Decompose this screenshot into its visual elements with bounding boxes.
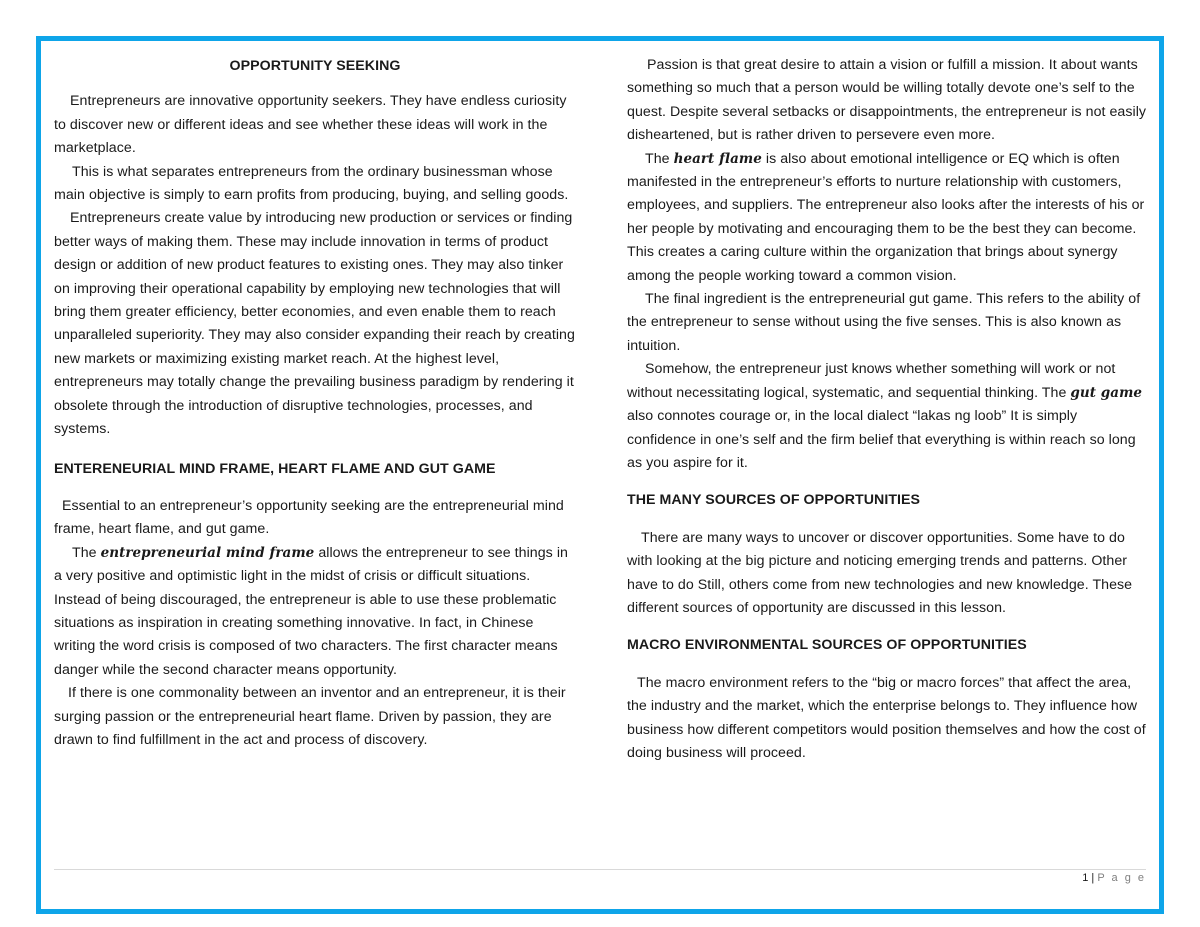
paragraph-gut-game bbox=[627, 358, 1147, 475]
page-footer bbox=[1082, 872, 1146, 884]
paragraph-passion: Passion is that great desire to attain a vision or fulfill a mission. It about wants something so much that a person would be willing totally devote one’s self to the quest. Despite several setbacks or disappointments, the entrepreneur is not easily disheartened, but is rather driven to persevere even more. bbox=[627, 57, 1147, 144]
right-column bbox=[627, 54, 1147, 765]
page-number: 1 bbox=[1082, 872, 1089, 884]
footer-page-label: P a g e bbox=[1097, 872, 1146, 884]
emphasis-gut-game: gut game bbox=[1070, 384, 1143, 401]
paragraph-macro-environment: The macro environment refers to the “big or macro forces” that affect the area, the industry and the market, which the enterprise belongs to. They influence how business how different competitors would position themselves and how the cost of doing business will proceed. bbox=[627, 674, 1146, 761]
text-segment: Somehow, the entrepreneur just knows whether something will work or not without necessitating logical, systematic, and sequential thinking. The bbox=[627, 361, 1116, 401]
text-segment: allows the entrepreneur to see things in a very positive and optimistic light in the midst of crisis or difficult situations. Instead of being discouraged, the entrepreneur is able to use these problematic situations as inspiration in creating something innovative. In fact, in Chinese writing the word crisis is composed of two characters. The first character means danger while the second character means opportunity. bbox=[54, 544, 568, 678]
text-segment: The bbox=[72, 544, 101, 561]
heading-many-sources: THE MANY SOURCES OF OPPORTUNITIES bbox=[627, 492, 921, 509]
footer-separator: | bbox=[1091, 872, 1095, 884]
paragraph-many-ways: There are many ways to uncover or discover opportunities. Some have to do with looking at the big picture and noticing emerging trends and patterns. Other have to do Still, others come from new technologies and new knowledge. These different sources of opportunity are discussed in this lesson. bbox=[627, 529, 1133, 616]
emphasis-heart-flame: heart flame bbox=[673, 150, 762, 167]
paragraph-essential: Essential to an entrepreneur’s opportunity seeking are the entrepreneurial mind frame, heart flame, and gut game. bbox=[54, 497, 564, 538]
paragraph-final-ingredient: The final ingredient is the entrepreneurial gut game. This refers to the ability of the entrepreneur to sense without using the five senses. This is also known as intuition. bbox=[627, 291, 1141, 354]
left-column bbox=[54, 54, 576, 752]
heading-opportunity-seeking: OPPORTUNITY SEEKING bbox=[229, 58, 401, 74]
text-segment: The bbox=[645, 150, 674, 167]
emphasis-mind-frame: entrepreneurial mind frame bbox=[100, 544, 315, 561]
heading-mind-frame: ENTERENEURIAL MIND FRAME, HEART FLAME AND GUT GAME bbox=[54, 460, 496, 477]
paragraph-separates-entrepreneurs: This is what separates entrepreneurs from the ordinary businessman whose main objective is simply to earn profits from producing, buying, and selling goods. bbox=[54, 163, 569, 204]
paragraph-create-value: Entrepreneurs create value by introducing new production or services or finding better ways of making them. These may include innovation in terms of product design or addition of new product features to existing ones. They may also tinker on improving their operational capability by employing new technologies that will bring them greater efficiency, better economies, and even enable them to reach unparalleled superiority. They may also consider expanding their reach by creating new markets or maximizing existing market reach. At the highest level, entrepreneurs may totally change the prevailing business paradigm by rendering it obsolete through the introduction of disruptive technologies, processes, and systems. bbox=[54, 210, 575, 438]
footer-divider bbox=[54, 869, 1146, 870]
text-segment: also connotes courage or, in the local dialect “lakas ng loob” It is simply confidence in one’s self and the firm belief that everything is within reach so long as you aspire for it. bbox=[627, 408, 1136, 471]
text-segment: is also about emotional intelligence or EQ which is often manifested in the entrepreneur’s efforts to nurture relationship with customers, employees, and suppliers. The entrepreneur also looks after the interests of his or her people by motivating and encouraging them to be the best they can become. This creates a caring culture within the organization that brings about synergy among the people working toward a common vision. bbox=[627, 150, 1145, 284]
paragraph-commonality: If there is one commonality between an inventor and an entrepreneur, it is their surging passion or the entrepreneurial heart flame. Driven by passion, they are drawn to find fulfillment in the act and process of discovery. bbox=[54, 685, 566, 748]
paragraph-opportunity-seekers: Entrepreneurs are innovative opportunity seekers. They have endless curiosity to discover new or different ideas and see whether these ideas will work in the marketplace. bbox=[54, 93, 567, 157]
paragraph-mind-frame bbox=[54, 542, 576, 682]
paragraph-heart-flame bbox=[627, 148, 1147, 288]
heading-macro-sources: MACRO ENVIRONMENTAL SOURCES OF OPPORTUNITIES bbox=[627, 637, 1027, 654]
